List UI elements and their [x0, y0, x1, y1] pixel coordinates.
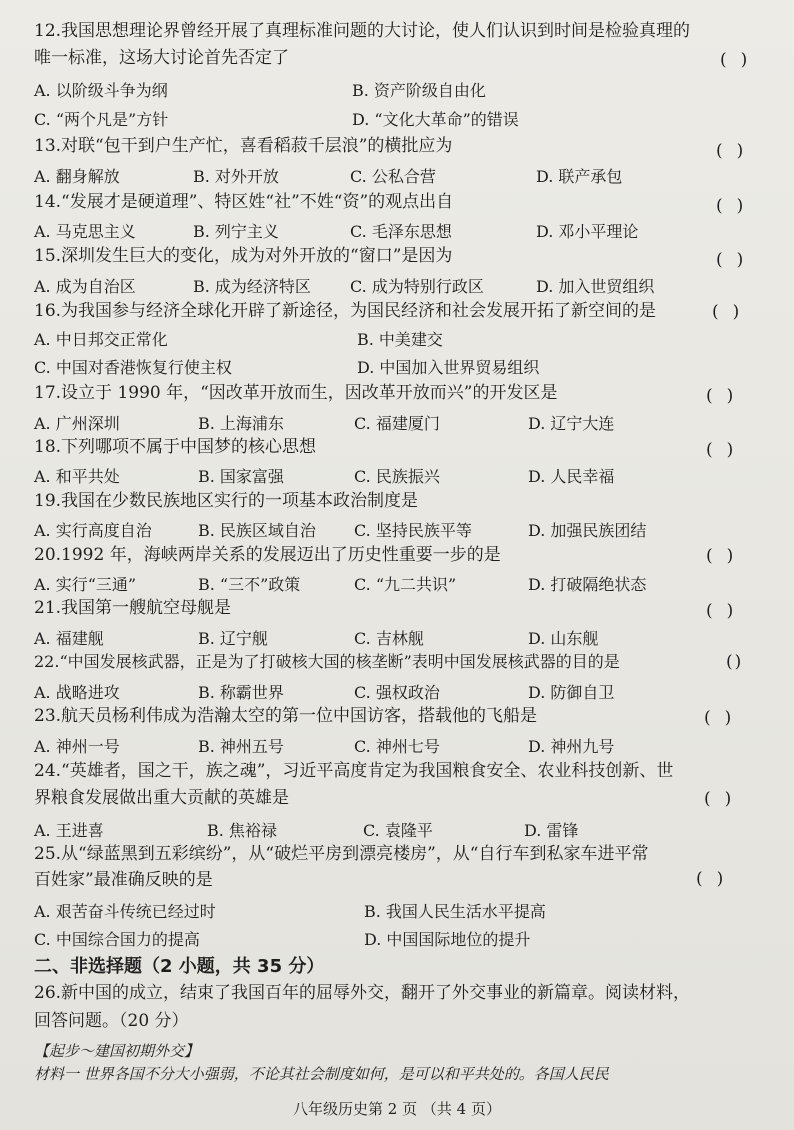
question-17-stem: 17.设立于 1990 年，“因改革开放而生，因改革开放而兴”的开发区是: [34, 383, 558, 403]
q13-option-b: B. 对外开放: [193, 167, 279, 186]
question-16-stem: 16.为我国参与经济全球化开辟了新途径，为国民经济和社会发展开拓了新空间的是: [34, 301, 657, 321]
q24-option-c: C. 袁隆平: [363, 821, 433, 840]
q19-option-a: A. 实行高度自治: [34, 521, 152, 540]
q18-option-d: D. 人民幸福: [528, 467, 615, 486]
q25-option-d: D. 中国国际地位的提升: [364, 930, 531, 949]
answer-paren-21: (): [706, 601, 748, 621]
q21-option-b: B. 辽宁舰: [198, 629, 268, 648]
q20-option-b: B. “三不”政策: [198, 575, 301, 594]
answer-paren-25: (): [696, 869, 738, 889]
q15-option-b: B. 成为经济特区: [193, 277, 311, 296]
q23-option-c: C. 神州七号: [354, 737, 440, 756]
q19-option-c: C. 坚持民族平等: [354, 521, 472, 540]
question-25-stem: 25.从“绿蓝黑到五彩缤纷”，从“破烂平房到漂亮楼房”，从“自行车到私家车进平常: [34, 844, 649, 864]
q21-option-c: C. 吉林舰: [354, 629, 424, 648]
q13-option-c: C. 公私合营: [350, 167, 436, 186]
question-12-stem-cont: 唯一标准，这场大讨论首先否定了: [34, 48, 289, 68]
material-1: 材料一 世界各国不分大小强弱，不论其社会制度如何，是可以和平共处的。各国人民民: [34, 1065, 609, 1083]
q20-option-a: A. 实行“三通”: [34, 575, 137, 594]
q18-option-a: A. 和平共处: [34, 467, 120, 486]
question-13-stem: 13.对联“包干到户生产忙，喜看稻菽千层浪”的横批应为: [34, 136, 453, 156]
q14-option-c: C. 毛泽东思想: [350, 222, 452, 241]
q13-option-a: A. 翻身解放: [34, 167, 120, 186]
q14-option-d: D. 邓小平理论: [536, 222, 639, 241]
q18-option-c: C. 民族振兴: [354, 467, 440, 486]
q16-option-a: A. 中日邦交正常化: [34, 330, 168, 349]
answer-paren-17: (): [706, 386, 748, 406]
q16-option-d: D. 中国加入世界贸易组织: [357, 358, 540, 377]
q23-option-d: D. 神州九号: [528, 737, 615, 756]
q25-option-b: B. 我国人民生活水平提高: [364, 902, 546, 921]
q12-option-a: A. 以阶级斗争为纲: [34, 81, 168, 100]
answer-paren-13: (): [716, 141, 758, 161]
q14-option-a: A. 马克思主义: [34, 222, 136, 241]
q12-option-d: D. “文化大革命”的错误: [352, 110, 519, 129]
answer-paren-15: (): [716, 250, 758, 270]
q13-option-d: D. 联产承包: [536, 167, 623, 186]
q20-option-d: D. 打破隔绝状态: [528, 575, 647, 594]
q17-option-b: B. 上海浦东: [198, 414, 284, 433]
q22-option-c: C. 强权政治: [354, 683, 440, 702]
question-18-stem: 18.下列哪项不属于中国梦的核心思想: [34, 437, 317, 457]
q23-option-a: A. 神州一号: [34, 737, 120, 756]
answer-paren-18: (): [706, 440, 748, 460]
q16-option-b: B. 中美建交: [357, 330, 443, 349]
page-footer: 八年级历史第 2 页 （共 4 页）: [293, 1100, 501, 1118]
question-21-stem: 21.我国第一艘航空母舰是: [34, 598, 232, 618]
q22-option-d: D. 防御自卫: [528, 683, 615, 702]
answer-paren-24: (): [704, 789, 746, 809]
q17-option-a: A. 广州深圳: [34, 414, 120, 433]
section-2-title: 二、非选择题（2 小题，共 35 分）: [34, 956, 325, 977]
q25-option-c: C. 中国综合国力的提高: [34, 930, 200, 949]
answer-paren-12: (): [720, 50, 762, 70]
question-25-stem-cont: 百姓家”最准确反映的是: [34, 870, 213, 890]
q19-option-b: B. 民族区域自治: [198, 521, 316, 540]
q15-option-a: A. 成为自治区: [34, 277, 136, 296]
question-20-stem: 20.1992 年，海峡两岸关系的发展迈出了历史性重要一步的是: [34, 545, 501, 565]
answer-paren-16: (): [712, 302, 754, 322]
q24-option-a: A. 王进喜: [34, 821, 104, 840]
q20-option-c: C. “九二共识”: [354, 575, 457, 594]
answer-paren-23: (): [704, 708, 746, 728]
q12-option-b: B. 资产阶级自由化: [352, 81, 486, 100]
q22-option-a: A. 战略进攻: [34, 683, 120, 702]
q21-option-d: D. 山东舰: [528, 629, 599, 648]
q25-option-a: A. 艰苦奋斗传统已经过时: [34, 902, 216, 921]
answer-paren-22: (): [726, 652, 744, 672]
q22-option-b: B. 称霸世界: [198, 683, 284, 702]
answer-paren-14: (): [716, 196, 758, 216]
question-26-stem-cont: 回答问题。（20 分）: [34, 1011, 189, 1031]
question-19-stem: 19.我国在少数民族地区实行的一项基本政治制度是: [34, 491, 419, 511]
question-14-stem: 14.“发展才是硬道理”、特区姓“社”不姓“资”的观点出自: [34, 192, 454, 212]
q23-option-b: B. 神州五号: [198, 737, 284, 756]
q21-option-a: A. 福建舰: [34, 629, 104, 648]
question-15-stem: 15.深圳发生巨大的变化，成为对外开放的“窗口”是因为: [34, 246, 453, 266]
question-23-stem: 23.航天员杨利伟成为浩瀚太空的第一位中国访客，搭载他的飞船是: [34, 706, 538, 726]
q24-option-b: B. 焦裕禄: [207, 821, 277, 840]
q17-option-c: C. 福建厦门: [354, 414, 440, 433]
q15-option-c: C. 成为特别行政区: [350, 277, 484, 296]
material-heading: 【起步～建国初期外交】: [34, 1042, 200, 1060]
q17-option-d: D. 辽宁大连: [528, 414, 615, 433]
question-12-stem: 12.我国思想理论界曾经开展了真理标准问题的大讨论，使人们认识到时间是检验真理的: [34, 21, 691, 41]
q24-option-d: D. 雷锋: [524, 821, 579, 840]
question-26-stem: 26.新中国的成立，结束了我国百年的屈辱外交，翻开了外交事业的新篇章。阅读材料，: [34, 983, 691, 1003]
question-24-stem: 24.“英雄者，国之干，族之魂”，习近平高度肯定为我国粮食安全、农业科技创新、世: [34, 761, 674, 781]
question-24-stem-cont: 界粮食发展做出重大贡献的英雄是: [34, 788, 289, 808]
q14-option-b: B. 列宁主义: [193, 222, 279, 241]
q15-option-d: D. 加入世贸组织: [536, 277, 655, 296]
q18-option-b: B. 国家富强: [198, 467, 284, 486]
q19-option-d: D. 加强民族团结: [528, 521, 647, 540]
q16-option-c: C. 中国对香港恢复行使主权: [34, 358, 232, 377]
question-22-stem: 22.“中国发展核武器，正是为了打破核大国的核垄断”表明中国发展核武器的目的是: [34, 652, 620, 671]
q12-option-c: C. “两个凡是”方针: [34, 110, 169, 129]
answer-paren-20: (): [706, 546, 748, 566]
